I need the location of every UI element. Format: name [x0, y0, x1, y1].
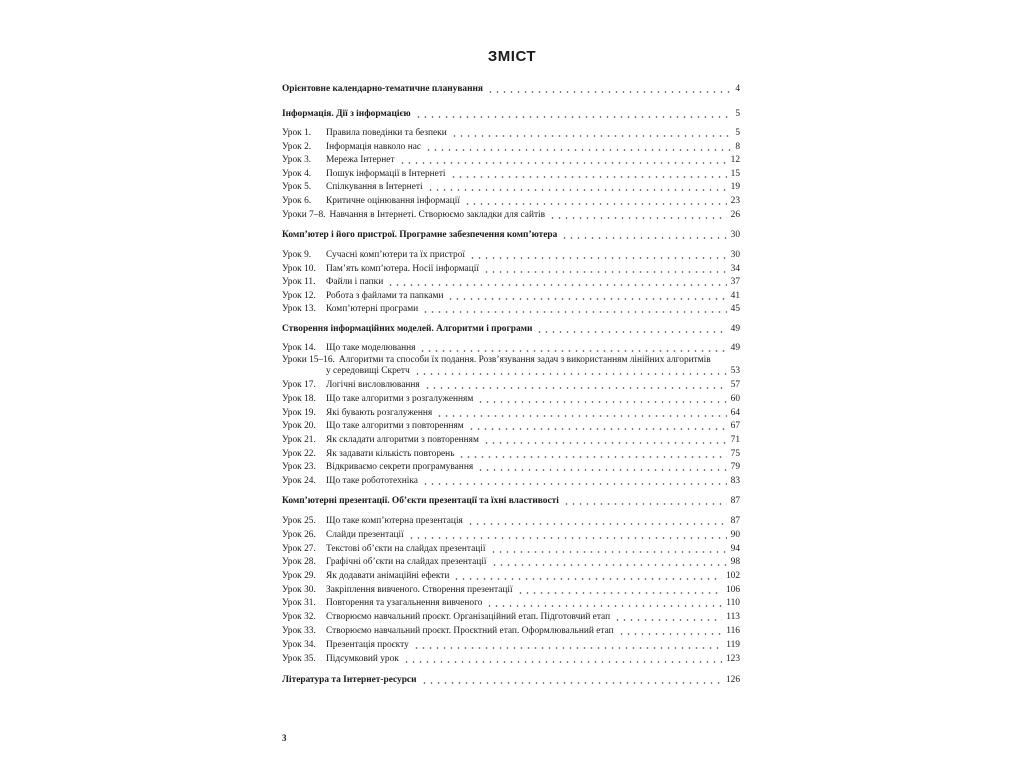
section-title: Література та Інтернет-ресурси — [282, 675, 417, 685]
lesson-title: Текстові об’єкти на слайдах презентації — [326, 544, 486, 554]
lesson-title: Презентація проєкту — [326, 640, 409, 650]
toc-entry-lesson[interactable] — [282, 516, 740, 527]
lesson-label — [282, 612, 610, 623]
section-title-wrap — [282, 675, 417, 686]
dot-leader — [451, 135, 732, 137]
toc-entry-lesson[interactable] — [282, 182, 740, 193]
lesson-number: Урок 29. — [282, 571, 316, 581]
lesson-title: Підсумковий урок — [326, 654, 399, 664]
lesson-number: Урок 18. — [282, 394, 316, 404]
lesson-title: Що таке алгоритми з повторенням — [326, 421, 464, 431]
section-title: Комп’ютерні презентації. Об’єкти презентації та їхні властивості — [282, 496, 559, 506]
section-title-wrap — [282, 496, 559, 507]
lesson-label — [282, 640, 409, 651]
lesson-title: Створюємо навчальний проєкт. Організаційний етап. Підготовчий етап — [326, 612, 611, 622]
dot-leader — [458, 456, 726, 458]
page-ref: 34 — [730, 264, 740, 274]
dot-leader — [453, 578, 722, 580]
page-ref: 123 — [725, 654, 740, 664]
toc-entry-section[interactable] — [282, 496, 740, 507]
section-title-wrap — [282, 230, 557, 241]
lesson-number: Урок 6. — [282, 196, 312, 206]
lesson-number: Урок 19. — [282, 408, 316, 418]
dot-leader — [487, 91, 731, 93]
lesson-number: Урок 31. — [282, 598, 316, 608]
dot-leader — [561, 237, 726, 239]
dot-leader — [486, 605, 722, 607]
lesson-number: Урок 17. — [282, 380, 316, 390]
lesson-label — [282, 516, 463, 527]
lesson-title: Сучасні комп’ютери та їх пристрої — [326, 250, 465, 260]
lesson-title: Файли і папки — [326, 277, 384, 287]
dot-leader — [414, 373, 727, 375]
lesson-title: Створюємо навчальний проєкт. Проєктний етап. Оформлювальний етап — [326, 626, 614, 636]
toc-entry-lesson[interactable] — [282, 530, 740, 541]
page-ref: 116 — [726, 626, 740, 636]
lesson-title: Правила поведінки та безпеки — [326, 128, 447, 138]
lesson-title: Повторення та узагальнення вивченого — [326, 598, 483, 608]
page-ref: 26 — [730, 210, 740, 220]
page-ref: 71 — [730, 435, 740, 445]
toc-entry-section[interactable] — [282, 84, 740, 95]
lesson-title: Як задавати кількість повторень — [326, 449, 455, 459]
toc-entry-lesson[interactable] — [282, 343, 740, 354]
toc-entry-lesson[interactable] — [282, 128, 740, 139]
lesson-number: Урок 20. — [282, 421, 316, 431]
toc-entry-section[interactable] — [282, 109, 740, 120]
page-ref: 41 — [730, 291, 740, 301]
lesson-title: Комп’ютерні програми — [326, 304, 419, 314]
lesson-number: Урок 30. — [282, 585, 316, 595]
page-ref: 5 — [735, 109, 740, 119]
dot-leader — [425, 149, 731, 151]
toc-entry-lesson[interactable] — [282, 277, 740, 288]
lesson-title: Як складати алгоритми з повторенням — [326, 435, 479, 445]
lesson-title: Що таке алгоритми з розгалуженням — [326, 394, 474, 404]
page-ref: 110 — [726, 598, 740, 608]
dot-leader — [413, 647, 723, 649]
toc-entry-lesson[interactable] — [282, 155, 740, 166]
dot-leader — [477, 401, 726, 403]
toc-entry-lesson[interactable] — [282, 571, 740, 582]
lesson-number: Уроки 15–16. — [282, 355, 335, 365]
toc-entry-section[interactable] — [282, 675, 740, 686]
lesson-number: Урок 10. — [282, 264, 316, 274]
toc-entry-lesson[interactable] — [282, 142, 740, 153]
page-ref: 57 — [730, 380, 740, 390]
lesson-title: Робота з файлами та папками — [326, 291, 444, 301]
page-ref: 4 — [735, 84, 740, 94]
toc-entry-lesson[interactable] — [282, 169, 740, 180]
dot-leader — [450, 176, 727, 178]
lesson-label — [282, 304, 418, 315]
lesson-label — [282, 571, 449, 582]
lesson-number: Урок 34. — [282, 640, 316, 650]
dot-leader — [477, 469, 726, 471]
lesson-title: Пам’ять комп’ютера. Носії інформації — [326, 264, 479, 274]
lesson-label — [282, 250, 465, 261]
toc-entry-lesson[interactable] — [282, 250, 740, 261]
lesson-number: Урок 28. — [282, 557, 316, 567]
toc-entry-lesson[interactable] — [282, 196, 740, 207]
lesson-title: Які бувають розгалуження — [326, 408, 433, 418]
lesson-label — [282, 142, 421, 153]
lesson-number: Урок 32. — [282, 612, 316, 622]
toc-entry-lesson[interactable] — [282, 264, 740, 275]
lesson-label — [282, 343, 415, 354]
lesson-label — [282, 476, 418, 487]
lesson-title: Спілкування в Інтернеті — [326, 182, 423, 192]
section-title: Орієнтовне календарно-тематичне планування — [282, 84, 483, 94]
dot-leader — [447, 298, 726, 300]
dot-leader — [517, 592, 722, 594]
page-ref: 15 — [730, 169, 740, 179]
lesson-number: Уроки 7–8. — [282, 210, 326, 220]
dot-leader — [464, 203, 727, 205]
lesson-label — [282, 380, 420, 391]
section-title-wrap — [282, 324, 532, 335]
lesson-title: Пошук інформації в Інтернеті — [326, 169, 446, 179]
lesson-number: Урок 21. — [282, 435, 316, 445]
page-ref: 49 — [730, 343, 740, 353]
page-ref: 23 — [730, 196, 740, 206]
page-ref: 113 — [726, 612, 740, 622]
toc-entry-lesson[interactable] — [282, 355, 740, 377]
toc-entry-lesson[interactable] — [282, 640, 740, 651]
lesson-label — [282, 277, 383, 288]
dot-leader — [403, 661, 722, 663]
lesson-title: Навчання в Інтернеті. Створюємо закладки для сайтів — [329, 210, 546, 220]
page-ref: 37 — [730, 277, 740, 287]
lesson-title: Алгоритми та способи їх подання. Розв’язування задач з використанням лінійних алгоритмів — [338, 355, 711, 365]
dot-leader — [563, 503, 727, 505]
dot-leader — [387, 284, 726, 286]
toc-entry-lesson[interactable] — [282, 394, 740, 405]
lesson-number: Урок 24. — [282, 476, 316, 486]
lesson-number: Урок 23. — [282, 462, 316, 472]
lesson-number: Урок 35. — [282, 654, 316, 664]
page-ref: 106 — [725, 585, 740, 595]
dot-leader — [424, 387, 727, 389]
dot-leader — [408, 537, 727, 539]
lesson-number: Урок 13. — [282, 304, 316, 314]
toc-entry-lesson[interactable] — [282, 654, 740, 665]
lesson-number: Урок 12. — [282, 291, 316, 301]
lesson-label — [282, 210, 545, 221]
section-title: Інформація. Дії з інформацією — [282, 109, 411, 119]
page-ref: 60 — [730, 394, 740, 404]
lesson-title: Інформація навколо нас — [326, 142, 422, 152]
lesson-title-continuation: у середовищі Скретч — [326, 366, 410, 376]
lesson-label — [282, 421, 464, 432]
section-title-wrap — [282, 109, 411, 120]
toc-entry-lesson[interactable] — [282, 304, 740, 315]
lesson-label — [282, 626, 614, 637]
dot-leader — [415, 116, 732, 118]
lesson-title: Що таке комп’ютерна презентація — [326, 516, 463, 526]
dot-leader — [427, 189, 727, 191]
lesson-label — [282, 169, 446, 180]
lesson-number: Урок 11. — [282, 277, 316, 287]
lesson-number: Урок 4. — [282, 169, 312, 179]
lesson-label — [282, 264, 479, 275]
dot-leader — [536, 331, 726, 333]
dot-leader — [399, 162, 727, 164]
lesson-title: Графічні об’єкти на слайдах презентації — [326, 557, 487, 567]
page-title: ЗМІСТ — [487, 48, 537, 65]
toc-entry-lesson[interactable] — [282, 585, 740, 596]
toc-entry-lesson[interactable] — [282, 557, 740, 568]
lesson-number: Урок 2. — [282, 142, 312, 152]
toc-entry-first-line — [282, 355, 740, 366]
page-ref: 87 — [730, 496, 740, 506]
page-ref: 5 — [735, 128, 740, 138]
lesson-label — [282, 291, 443, 302]
lesson-number: Урок 5. — [282, 182, 312, 192]
page-ref: 75 — [730, 449, 740, 459]
lesson-number: Урок 33. — [282, 626, 316, 636]
toc-entry-section[interactable] — [282, 230, 740, 241]
lesson-number: Урок 3. — [282, 155, 312, 165]
page-ref: 79 — [730, 462, 740, 472]
page-ref: 53 — [730, 366, 740, 376]
dot-leader — [422, 311, 726, 313]
lesson-title: Слайди презентації — [326, 530, 404, 540]
page-ref: 30 — [730, 230, 740, 240]
toc-entry-section[interactable] — [282, 324, 740, 335]
page-number: 3 — [282, 733, 287, 743]
lesson-title: Логічні висловлювання — [326, 380, 420, 390]
toc-entry-lesson[interactable] — [282, 476, 740, 487]
dot-leader — [422, 483, 727, 485]
page-ref: 19 — [730, 182, 740, 192]
page-ref: 49 — [730, 324, 740, 334]
lesson-label — [282, 196, 460, 207]
dot-leader — [468, 428, 727, 430]
dot-leader — [483, 271, 727, 273]
lesson-label — [282, 462, 473, 473]
lesson-number: Урок 14. — [282, 343, 316, 353]
toc-entry-second-line — [282, 366, 740, 377]
section-title: Комп’ютер і його пристрої. Програмне забезпечення комп’ютера — [282, 230, 558, 240]
toc-entry-lesson[interactable] — [282, 626, 740, 637]
lesson-title: Відкриваємо секрети програмування — [326, 462, 474, 472]
page-ref: 102 — [725, 571, 740, 581]
dot-leader — [618, 633, 723, 635]
lesson-label — [282, 155, 395, 166]
lesson-number: Урок 1. — [282, 128, 312, 138]
page-ref: 12 — [730, 155, 740, 165]
page-ref: 8 — [735, 142, 740, 152]
toc-entry-lesson[interactable] — [282, 380, 740, 391]
dot-leader — [469, 257, 727, 259]
dot-leader — [483, 442, 727, 444]
page-ref: 30 — [730, 250, 740, 260]
toc-entry-lesson[interactable] — [282, 544, 740, 555]
lesson-number: Урок 9. — [282, 250, 312, 260]
lesson-title: Критичне оцінювання інформації — [326, 196, 460, 206]
lesson-title: Мережа Інтернет — [326, 155, 395, 165]
lesson-label — [282, 530, 404, 541]
page-ref: 126 — [725, 675, 740, 685]
lesson-label — [282, 449, 454, 460]
lesson-title: Що таке моделювання — [326, 343, 416, 353]
lesson-number: Урок 22. — [282, 449, 316, 459]
toc-entry-lesson[interactable] — [282, 449, 740, 460]
toc-entry-lesson[interactable] — [282, 435, 740, 446]
toc-entry-lesson[interactable] — [282, 408, 740, 419]
lesson-label — [282, 435, 479, 446]
lesson-label — [282, 128, 447, 139]
toc-entry-lesson[interactable] — [282, 421, 740, 432]
page-ref: 87 — [730, 516, 740, 526]
page-ref: 83 — [730, 476, 740, 486]
dot-leader — [490, 551, 727, 553]
dot-leader — [467, 523, 727, 525]
toc-entry-lesson[interactable] — [282, 612, 740, 623]
section-title: Створення інформаційних моделей. Алгоритми і програми — [282, 324, 533, 334]
toc-entry-lesson[interactable] — [282, 462, 740, 473]
lesson-title: Закріплення вивченого. Створення презентації — [326, 585, 513, 595]
lesson-title: Що таке робототехніка — [326, 476, 418, 486]
dot-leader — [421, 682, 722, 684]
toc-entry-lesson[interactable] — [282, 291, 740, 302]
section-title-wrap — [282, 84, 483, 95]
lesson-number: Урок 26. — [282, 530, 316, 540]
page-ref: 45 — [730, 304, 740, 314]
page-ref: 98 — [730, 557, 740, 567]
dot-leader — [419, 350, 726, 352]
page-ref: 90 — [730, 530, 740, 540]
lesson-label — [282, 182, 423, 193]
lesson-label — [282, 544, 486, 555]
lesson-label — [282, 654, 399, 665]
lesson-title: Як додавати анімаційні ефекти — [326, 571, 450, 581]
page-ref: 64 — [730, 408, 740, 418]
page-ref: 67 — [730, 421, 740, 431]
lesson-label — [282, 585, 513, 596]
dot-leader — [491, 564, 727, 566]
toc-entry-lesson[interactable] — [282, 210, 740, 221]
page-ref: 119 — [726, 640, 740, 650]
lesson-label — [282, 557, 487, 568]
lesson-label — [282, 408, 432, 419]
dot-leader — [614, 619, 722, 621]
lesson-number: Урок 25. — [282, 516, 316, 526]
lesson-label — [282, 598, 482, 609]
page-ref: 94 — [730, 544, 740, 554]
lesson-number: Урок 27. — [282, 544, 316, 554]
lesson-label — [282, 394, 473, 405]
toc-entry-lesson[interactable] — [282, 598, 740, 609]
dot-leader — [436, 415, 726, 417]
dot-leader — [549, 217, 727, 219]
